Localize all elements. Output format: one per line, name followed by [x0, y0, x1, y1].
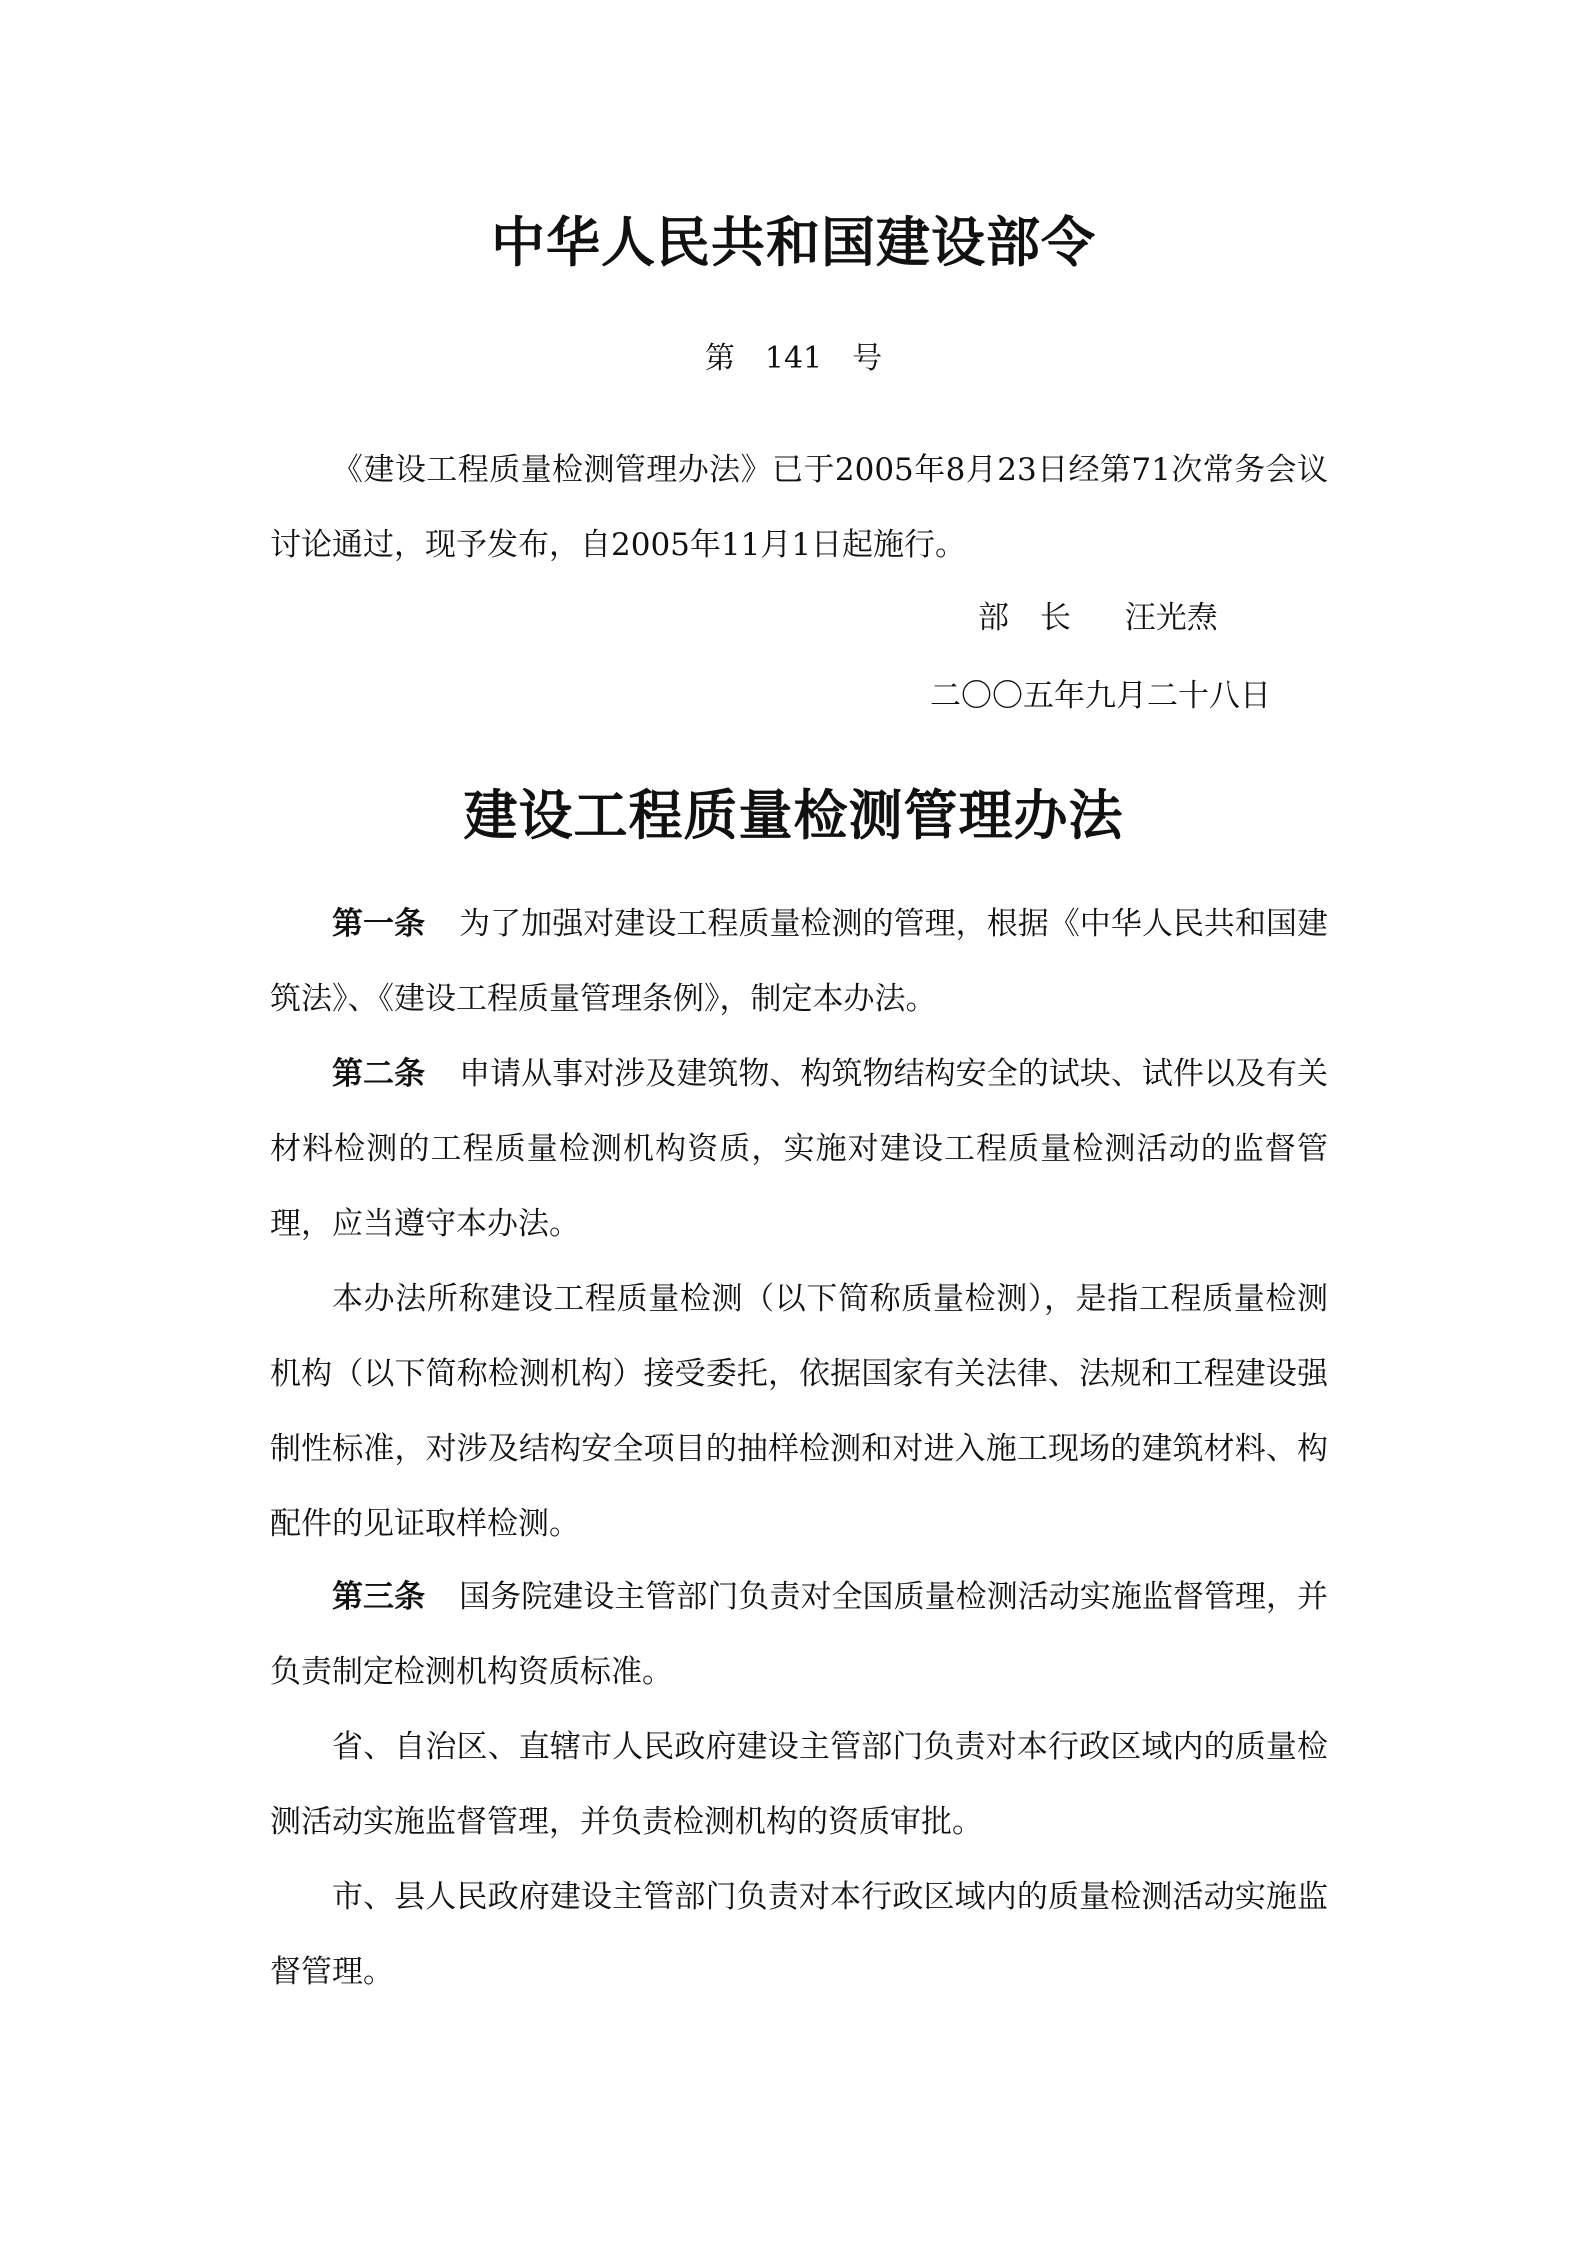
- article-paragraph: [270, 1262, 1328, 1562]
- decree-date: 二〇〇五年九月二十八日: [930, 678, 1271, 714]
- article-label: 第二条: [332, 1056, 426, 1092]
- article-text: 市、县人民政府建设主管部门负责对本行政区域内的质量检测活动实施监督管理。: [270, 1879, 1328, 1990]
- signer-name: 汪光焘: [1124, 600, 1218, 636]
- article-text: 本办法所称建设工程质量检测（以下简称质量检测），是指工程质量检测机构（以下简称检测机构）接受委托，依据国家有关法律、法规和工程建设强制性标准，对涉及结构安全项目的抽样检测和对进入施工现场的建筑材料、构配件的见证取样检测。: [270, 1281, 1328, 1542]
- article-label: 第一条: [332, 906, 426, 942]
- signer-title: 部 长: [978, 600, 1071, 636]
- article-paragraph: [270, 1710, 1328, 1860]
- signature-line: [978, 592, 1218, 637]
- announcement-paragraph: 《建设工程质量检测管理办法》已于2005年8月23日经第71次常务会议讨论通过，现予发布，自2005年11月1日起施行。: [270, 452, 1328, 563]
- article-paragraph: [270, 1560, 1328, 1710]
- article-label: 第三条: [332, 1579, 426, 1615]
- article-text: 国务院建设主管部门负责对全国质量检测活动实施监督管理，并负责制定检测机构资质标准。: [270, 1579, 1329, 1690]
- article-paragraph: [270, 1037, 1328, 1262]
- article-text: 申请从事对涉及建筑物、构筑物结构安全的试块、试件以及有关材料检测的工程质量检测机构资质，实施对建设工程质量检测活动的监督管理，应当遵守本办法。: [270, 1056, 1329, 1242]
- decree-title: 中华人民共和国建设部令: [491, 211, 1096, 274]
- article-text: 为了加强对建设工程质量检测的管理，根据《中华人民共和国建筑法》、《建设工程质量管理条例》，制定本办法。: [270, 906, 1329, 1017]
- article-text: 省、自治区、直辖市人民政府建设主管部门负责对本行政区域内的质量检测活动实施监督管理，并负责检测机构的资质审批。: [270, 1729, 1328, 1840]
- article-paragraph: [270, 1860, 1328, 2010]
- regulation-title: 建设工程质量检测管理办法: [463, 784, 1124, 847]
- article-paragraph: [270, 887, 1328, 1037]
- order-number: 第 141 号: [704, 341, 883, 376]
